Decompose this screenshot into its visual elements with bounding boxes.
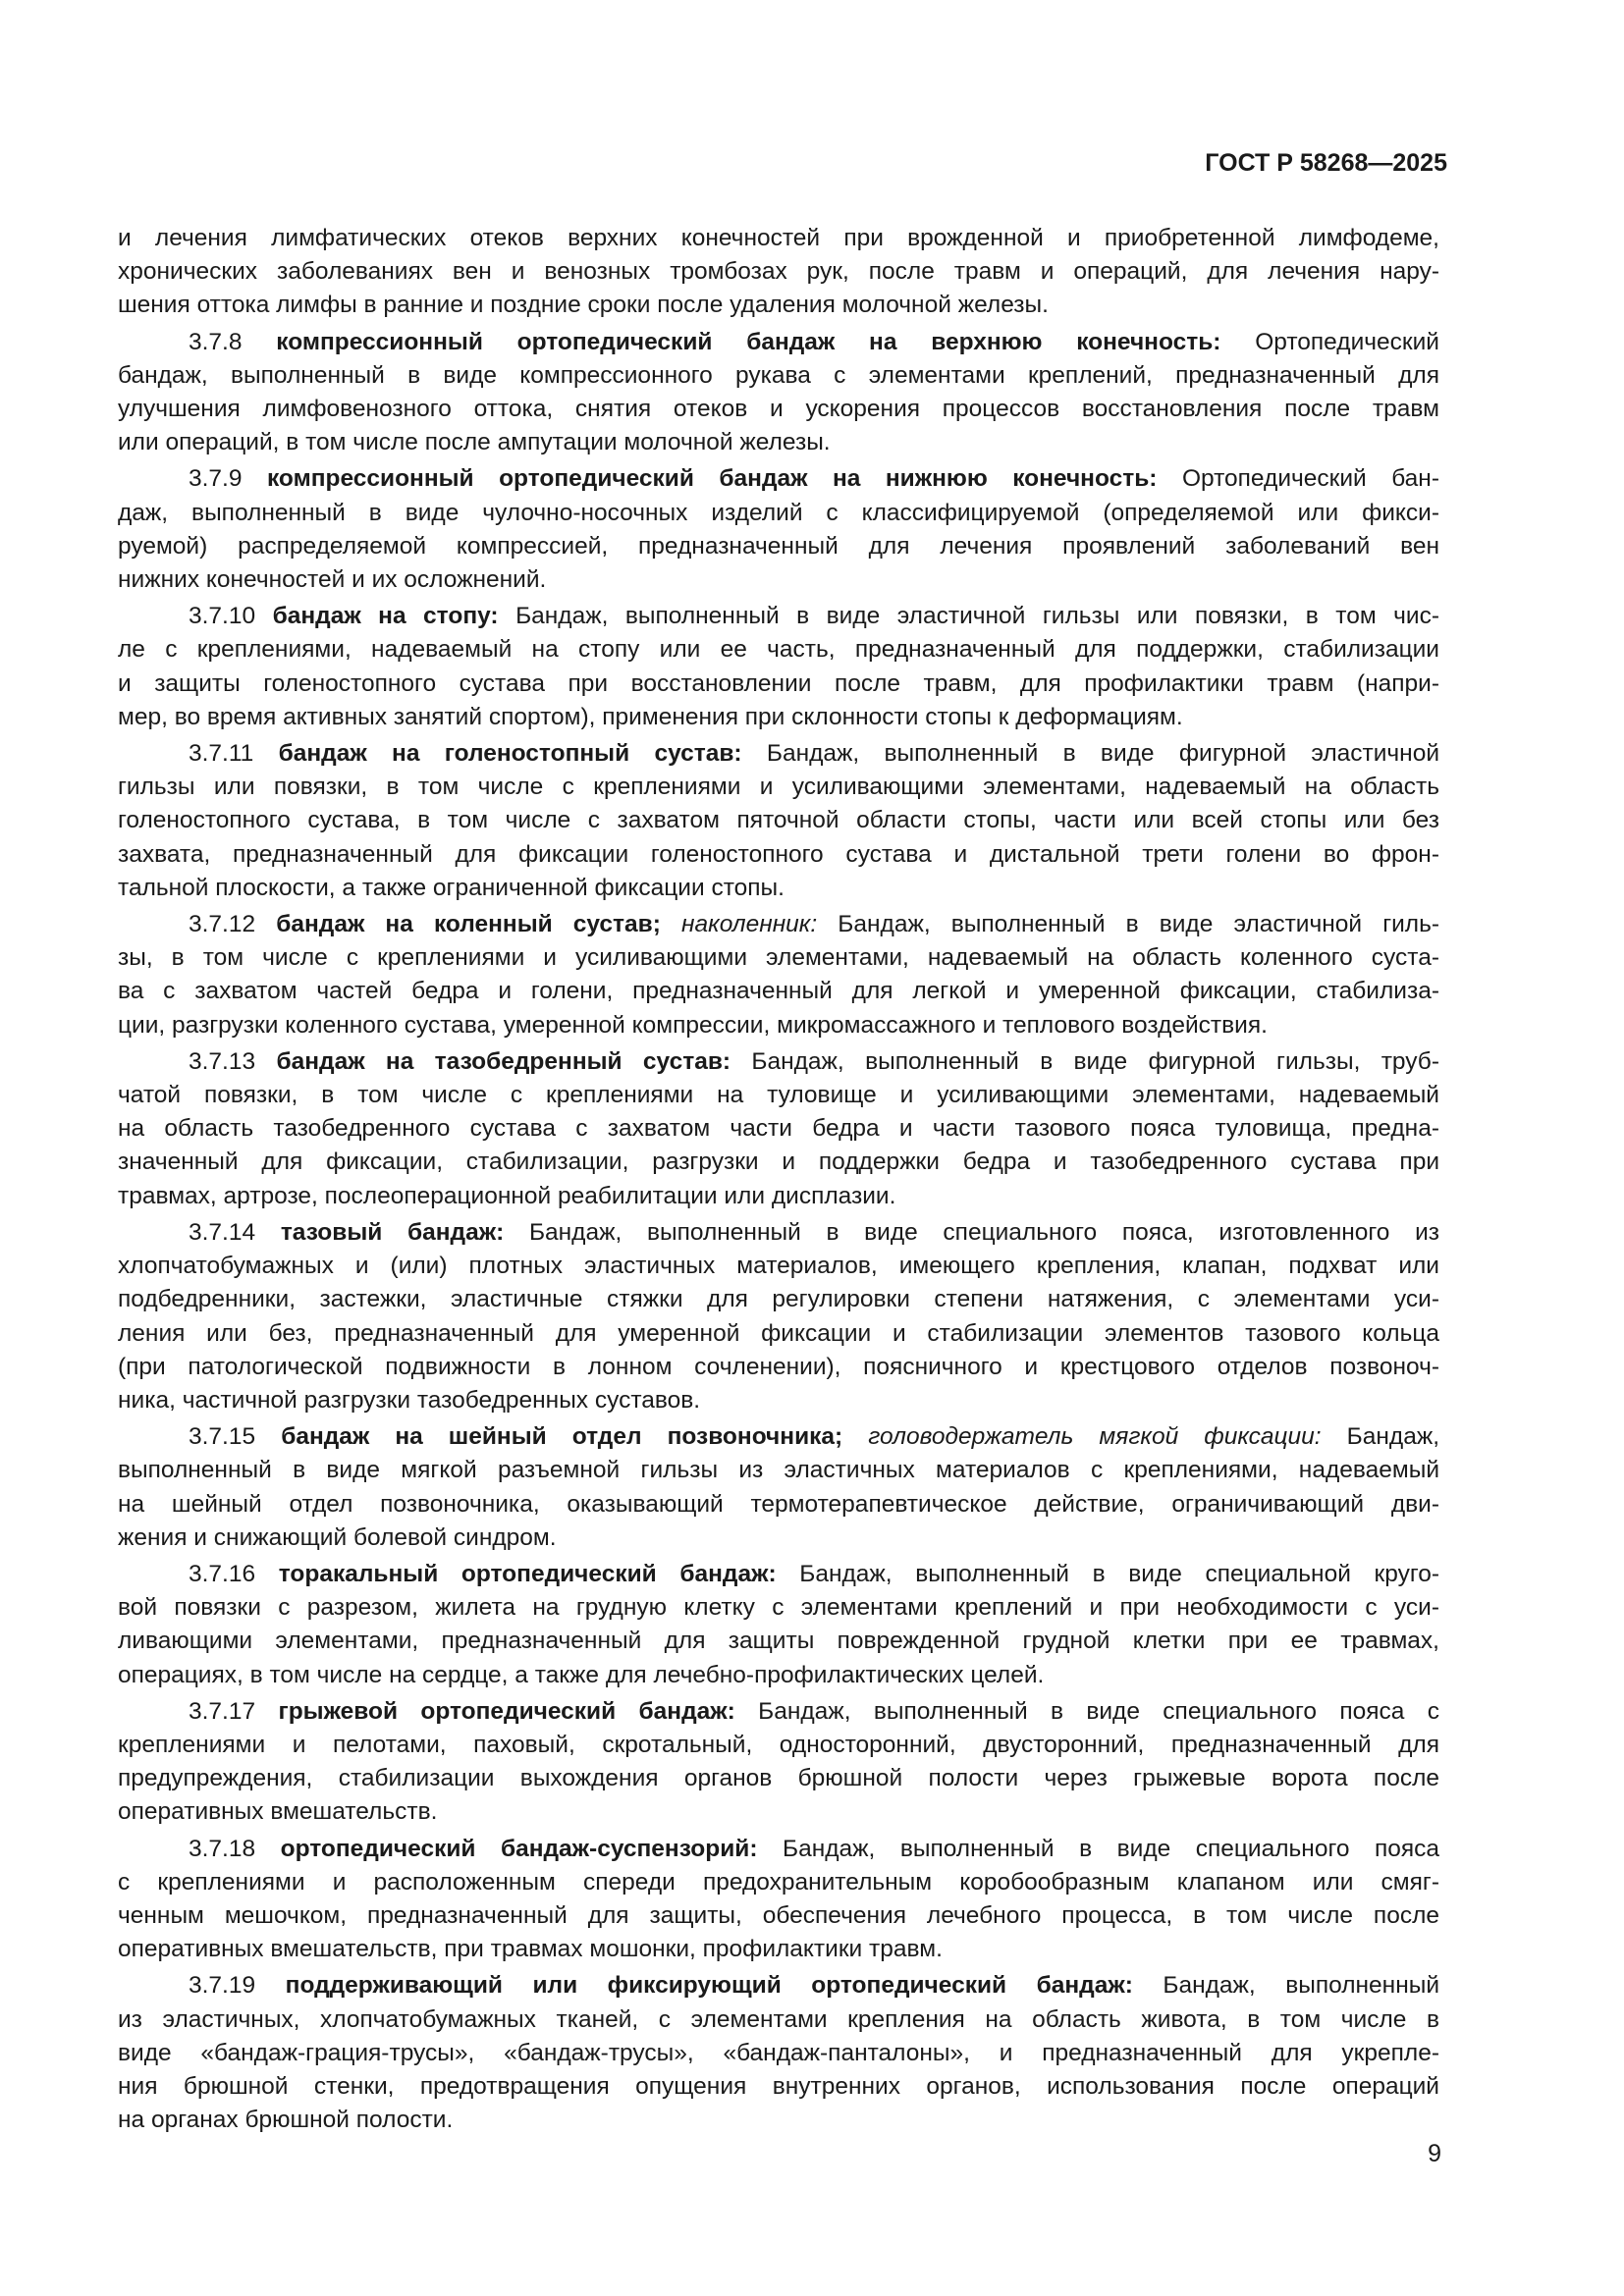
defined-term: бандаж на шейный отдел позвоночника; [281, 1423, 843, 1451]
text-line: ника, частичной разгрузки тазобедренных суставов. [118, 1386, 701, 1414]
text-line: мер, во время активных занятий спортом), применения при склонности стопы к деформациям. [118, 703, 1183, 730]
defined-term: ортопедический бандаж-суспензорий: [280, 1835, 758, 1862]
text-line: ле с креплениями, надеваемый на стопу или ее часть, предназначенный для поддержки, стабилизации [118, 636, 1439, 664]
text-line: руемой) распределяемой компрессией, предназначенный для лечения проявлений заболеваний вен [118, 532, 1439, 560]
definition-paragraph [118, 1695, 1439, 1830]
text-line: и лечения лимфатических отеков верхних конечностей при врожденной и приобретенной лимфодеме, [118, 225, 1439, 251]
text-line: оперативных вмешательств, при травмах мошонки, профилактики травм. [118, 1936, 943, 1963]
definition-paragraph [118, 1216, 1439, 1417]
definition-text: Бандаж, выполненный в виде эластичной гиль- [838, 911, 1440, 938]
text-line: хлопчатобумажных и (или) плотных эластичных материалов, имеющего крепления, клапан, подхват или [118, 1253, 1439, 1280]
text-line: и защиты голеностопного сустава при восстановлении после травм, для профилактики травм (напри- [118, 669, 1439, 697]
definition-paragraph [118, 1969, 1439, 2137]
text-line: на органах брюшной полости. [118, 2107, 454, 2134]
paragraph-first-line [118, 1558, 1439, 1591]
paragraph-first-line [118, 1420, 1439, 1454]
definition-text: Ортопедический бан- [1181, 465, 1439, 493]
clause-number: 3.7.14 [189, 1218, 256, 1246]
defined-term: компрессионный ортопедический бандаж на верхнюю конечность: [276, 328, 1221, 355]
clause-number: 3.7.15 [189, 1423, 256, 1451]
definition-paragraph [118, 222, 1439, 323]
definition-paragraph [118, 1045, 1439, 1213]
definition-paragraph [118, 326, 1439, 460]
defined-term: торакальный ортопедический бандаж: [278, 1560, 777, 1587]
text-line: нижних конечностей и их осложнений. [118, 566, 547, 594]
text-line: чатой повязки, в том числе с креплениями на туловище и усиливающими элементами, надеваемый [118, 1082, 1439, 1109]
definition-text: Бандаж, [1346, 1423, 1440, 1451]
document-body [118, 222, 1439, 2140]
document-code: ГОСТ Р 58268—2025 [1205, 149, 1447, 177]
defined-term: бандаж на голеностопный сустав: [278, 740, 742, 768]
paragraph-first-line [118, 1969, 1439, 2002]
alternative-term: наколенник: [681, 911, 818, 938]
text-line: ления или без, предназначенный для умеренной фиксации и стабилизации элементов тазового кольца [118, 1319, 1439, 1347]
text-line: из эластичных, хлопчатобумажных тканей, с элементами крепления на область живота, в том числе в [118, 2005, 1439, 2033]
text-line: ливающими элементами, предназначенный для защиты поврежденной грудной клетки при ее травмах, [118, 1628, 1439, 1655]
text-line: вой повязки с разрезом, жилета на грудную клетку с элементами креплений и при необходимости с уси- [118, 1594, 1439, 1622]
definition-text: Бандаж, выполненный в виде специального пояса с [758, 1697, 1440, 1725]
text-line: подбедренники, застежки, эластичные стяжки для регулировки степени натяжения, с элементами уси- [118, 1286, 1439, 1313]
defined-term: грыжевой ортопедический бандаж: [278, 1697, 735, 1725]
defined-term: бандаж на коленный сустав; [276, 911, 661, 938]
text-line: зы, в том числе с креплениями и усиливающими элементами, надеваемый на область коленного суста- [118, 944, 1439, 972]
text-line: тальной плоскости, а также ограниченной фиксации стопы. [118, 874, 785, 901]
paragraph-first-line [118, 462, 1439, 496]
defined-term: поддерживающий или фиксирующий ортопедический бандаж: [285, 1972, 1133, 2000]
definition-paragraph [118, 1833, 1439, 1967]
alternative-term: головодержатель мягкой фиксации: [868, 1423, 1322, 1451]
definition-text: Бандаж, выполненный в виде фигурной эластичной [766, 740, 1440, 768]
text-line: захвата, предназначенный для фиксации голеностопного сустава и дистальной трети голени во фрон- [118, 840, 1439, 868]
paragraph-first-line [118, 1045, 1439, 1079]
clause-number: 3.7.17 [189, 1697, 256, 1725]
clause-number: 3.7.9 [189, 465, 243, 493]
defined-term: бандаж на стопу: [272, 603, 499, 630]
clause-number: 3.7.12 [189, 911, 256, 938]
text-line: на шейный отдел позвоночника, оказывающий термотерапевтическое действие, ограничивающий дви- [118, 1490, 1439, 1518]
text-line: даж, выполненный в виде чулочно-носочных изделий с классифицируемой (определяемой или фикси- [118, 499, 1439, 526]
paragraph-first-line [118, 908, 1439, 941]
text-line: с креплениями и расположенным спереди предохранительным коробообразным клапаном или смяг- [118, 1868, 1439, 1896]
text-line: предупреждения, стабилизации выхождения органов брюшной полости через грыжевые ворота после [118, 1765, 1439, 1792]
text-line: выполненный в виде мягкой разъемной гильзы из эластичных материалов с креплениями, надеваемый [118, 1457, 1439, 1484]
text-line: травмах, артрозе, послеоперационной реабилитации или дисплазии. [118, 1182, 896, 1209]
text-line: хронических заболеваниях вен и венозных тромбозах рук, после травм и операций, для лечения нару- [118, 258, 1439, 286]
clause-number: 3.7.8 [189, 328, 243, 355]
text-line: виде «бандаж-грация-трусы», «бандаж-трусы», «бандаж-панталоны», и предназначенный для укрепле- [118, 2039, 1439, 2066]
definition-paragraph [118, 737, 1439, 905]
defined-term: бандаж на тазобедренный сустав: [276, 1047, 731, 1075]
clause-number: 3.7.13 [189, 1047, 256, 1075]
paragraph-first-line [118, 1695, 1439, 1729]
text-line: бандаж, выполненный в виде компрессионного рукава с элементами креплений, предназначенный для [118, 361, 1439, 389]
definition-text: Бандаж, выполненный в виде эластичной гильзы или повязки, в том чис- [515, 603, 1439, 630]
defined-term: тазовый бандаж: [280, 1218, 505, 1246]
text-line: ва с захватом частей бедра и голени, предназначенный для легкой и умеренной фиксации, стабилиза- [118, 978, 1439, 1005]
paragraph-first-line [118, 737, 1439, 771]
clause-number: 3.7.18 [189, 1835, 256, 1862]
text-line: голеностопного сустава, в том числе с захватом пяточной области стопы, части или всей стопы или без [118, 807, 1439, 834]
definition-text: Бандаж, выполненный в виде специального пояса [782, 1835, 1439, 1862]
clause-number: 3.7.11 [189, 740, 254, 768]
defined-term: компрессионный ортопедический бандаж на нижнюю конечность: [266, 465, 1158, 493]
definition-text: Бандаж, выполненный в виде специального пояса, изготовленного из [528, 1218, 1440, 1246]
text-line: значенный для фиксации, стабилизации, разгрузки и поддержки бедра и тазобедренного сустава при [118, 1148, 1439, 1176]
definition-paragraph [118, 1420, 1439, 1555]
text-line: на область тазобедренного сустава с захватом части бедра и части тазового пояса туловища, предна- [118, 1115, 1439, 1143]
text-line: оперативных вмешательств. [118, 1798, 438, 1826]
page-number: 9 [1428, 2140, 1441, 2167]
definition-text: Бандаж, выполненный в виде фигурной гильзы, труб- [751, 1047, 1439, 1075]
paragraph-first-line [118, 600, 1439, 633]
paragraph-first-line [118, 1216, 1439, 1250]
text-line: гильзы или повязки, в том числе с креплениями и усиливающими элементами, надеваемый на область [118, 774, 1439, 801]
definition-text: Бандаж, выполненный [1163, 1972, 1440, 2000]
text-line: операциях, в том числе на сердце, а также для лечебно-профилактических целей. [118, 1661, 1045, 1688]
text-line: жения и снижающий болевой синдром. [118, 1523, 557, 1551]
text-line: шения оттока лимфы в ранние и поздние сроки после удаления молочной железы. [118, 292, 1049, 319]
paragraph-first-line [118, 326, 1439, 359]
definition-text: Бандаж, выполненный в виде специальной круго- [799, 1560, 1439, 1587]
text-line: ции, разгрузки коленного сустава, умеренной компрессии, микромассажного и теплового воздействия. [118, 1011, 1268, 1039]
definition-paragraph [118, 462, 1439, 597]
text-line: улучшения лимфовенозного оттока, снятия отеков и ускорения процессов восстановления после травм [118, 396, 1439, 423]
definition-paragraph [118, 600, 1439, 734]
clause-number: 3.7.10 [189, 603, 256, 630]
text-line: креплениями и пелотами, паховый, скротальный, односторонний, двусторонний, предназначенный для [118, 1731, 1439, 1758]
clause-number: 3.7.19 [189, 1972, 256, 2000]
paragraph-first-line [118, 1833, 1439, 1866]
definition-text: Ортопедический [1255, 328, 1439, 355]
text-line: ния брюшной стенки, предотвращения опущения внутренних органов, использования после операций [118, 2072, 1439, 2100]
text-line: или операций, в том числе после ампутации молочной железы. [118, 429, 831, 456]
clause-number: 3.7.16 [189, 1560, 256, 1587]
text-line: (при патологической подвижности в лонном сочленении), поясничного и крестцового отделов позвоноч- [118, 1353, 1439, 1380]
definition-paragraph [118, 908, 1439, 1042]
text-line: ченным мешочком, предназначенный для защиты, обеспечения лечебного процесса, в том числе после [118, 1901, 1439, 1929]
definition-paragraph [118, 1558, 1439, 1692]
